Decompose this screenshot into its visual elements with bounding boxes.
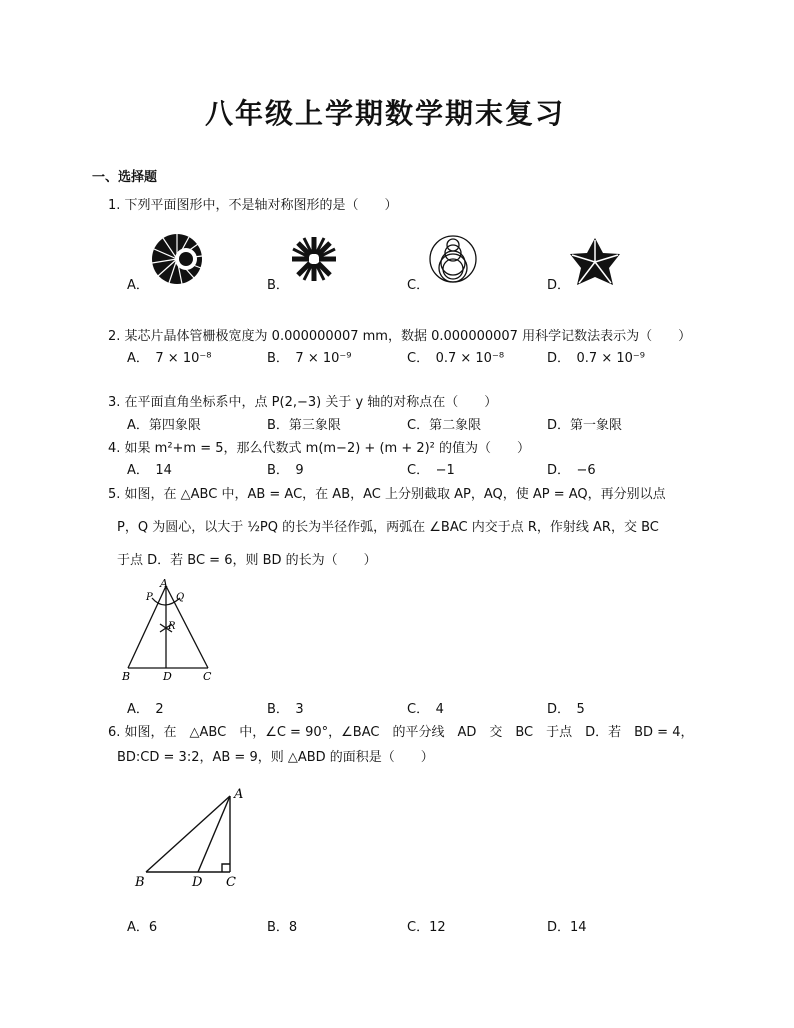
striped-circle-icon bbox=[150, 232, 204, 286]
label-b: B bbox=[135, 875, 145, 890]
q5-option-b: B． 3 bbox=[267, 702, 304, 717]
q2-option-d: D． 0.7 × 10⁻⁹ bbox=[547, 351, 645, 366]
question-2-text: 2. 某芯片晶体管栅极宽度为 0.000000007 mm，数据 0.000000007 用科学记数法表示为（ ） bbox=[108, 329, 692, 344]
label-b: B bbox=[122, 670, 131, 683]
question-5-line-3: 于点 D．若 BC = 6，则 BD 的长为（ ） bbox=[117, 553, 377, 568]
q6-option-a: A．6 bbox=[127, 920, 158, 935]
question-4-text: 4. 如果 m²+m = 5，那么代数式 m(m−2) + (m + 2)² 的值为（ ） bbox=[108, 441, 531, 456]
q1-option-a: A． bbox=[127, 278, 149, 293]
q2-option-a: A． 7 × 10⁻⁸ bbox=[127, 351, 212, 366]
q5-option-a: A． 2 bbox=[127, 702, 164, 717]
q6-option-d: D．14 bbox=[547, 920, 587, 935]
q3-option-c: C．第二象限 bbox=[407, 418, 482, 433]
label-p: P bbox=[146, 592, 153, 603]
question-1-text: 1. 下列平面图形中，不是轴对称图形的是（ ） bbox=[108, 198, 398, 213]
q1-option-c: C． bbox=[407, 278, 430, 293]
page-title: 八年级上学期数学期末复习 bbox=[205, 97, 566, 130]
label-c: C bbox=[203, 670, 212, 683]
q4-option-b: B． 9 bbox=[267, 463, 304, 478]
label-a: A bbox=[160, 577, 168, 590]
label-a: A bbox=[234, 787, 244, 802]
q6-option-c: C．12 bbox=[407, 920, 446, 935]
label-r: R bbox=[168, 621, 176, 632]
q1-option-b: B． bbox=[267, 278, 289, 293]
q3-option-d: D．第一象限 bbox=[547, 418, 623, 433]
label-c: C bbox=[226, 875, 236, 890]
q4-option-c: C． −1 bbox=[407, 463, 455, 478]
radial-burst-icon bbox=[289, 234, 339, 284]
right-triangle-figure bbox=[130, 784, 250, 894]
q3-option-a: A．第四象限 bbox=[127, 418, 201, 433]
label-d: D bbox=[163, 670, 172, 683]
q6-option-b: B．8 bbox=[267, 920, 298, 935]
label-d: D bbox=[192, 875, 203, 890]
question-5-line-2: P，Q 为圆心，以大于 ½PQ 的长为半径作弧，两弧在 ∠BAC 内交于点 R，作射线 AR，交 BC bbox=[117, 520, 659, 535]
question-6-line-2: BD:CD = 3:2，AB = 9，则 △ABD 的面积是（ ） bbox=[117, 750, 434, 765]
question-6-line-1: 6. 如图，在 △ABC 中，∠C = 90°，∠BAC 的平分线 AD 交 BC 于点 D．若 BD = 4， bbox=[108, 725, 694, 740]
q4-option-d: D． −6 bbox=[547, 463, 596, 478]
q3-option-b: B．第三象限 bbox=[267, 418, 341, 433]
q5-option-c: C． 4 bbox=[407, 702, 444, 717]
label-q: Q bbox=[176, 592, 185, 603]
question-3-text: 3. 在平面直角坐标系中，点 P(2,−3) 关于 y 轴的对称点在（ ） bbox=[108, 395, 498, 410]
nested-circles-icon bbox=[428, 232, 478, 286]
pentagon-star-icon bbox=[569, 236, 621, 286]
q5-option-d: D． 5 bbox=[547, 702, 585, 717]
q2-option-c: C． 0.7 × 10⁻⁸ bbox=[407, 351, 505, 366]
isosceles-triangle-figure bbox=[118, 578, 218, 682]
q1-option-d: D． bbox=[547, 278, 571, 293]
section-heading: 一、选择题 bbox=[92, 170, 158, 185]
q4-option-a: A． 14 bbox=[127, 463, 172, 478]
question-5-line-1: 5. 如图，在 △ABC 中，AB = AC，在 AB，AC 上分别截取 AP，AQ，使 AP = AQ，再分别以点 bbox=[108, 487, 666, 502]
q2-option-b: B． 7 × 10⁻⁹ bbox=[267, 351, 352, 366]
